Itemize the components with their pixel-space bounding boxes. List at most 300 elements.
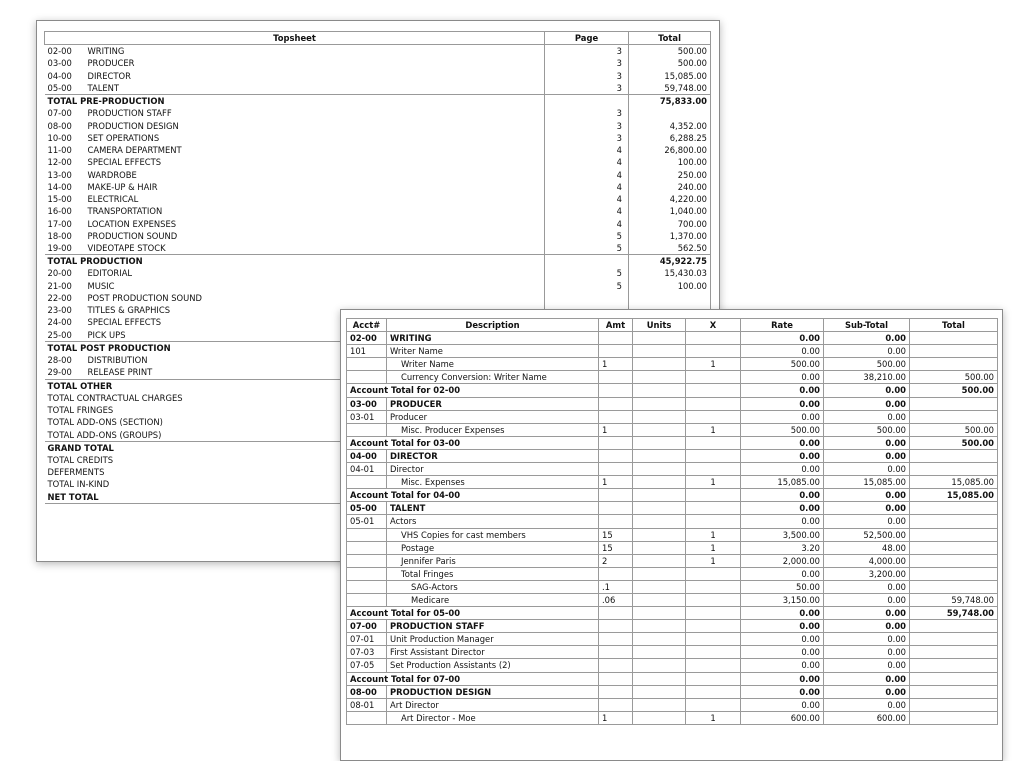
line-item-description: Art Director	[387, 698, 599, 711]
topsheet-account-row	[45, 132, 711, 144]
topsheet-account-row	[45, 181, 711, 193]
section-total-label: DEFERMENTS	[47, 467, 105, 478]
subtotal-cell: 0.00	[824, 410, 910, 423]
account-label: SET OPERATIONS	[87, 132, 160, 143]
topsheet-account-row	[45, 205, 711, 217]
topsheet-account-row	[45, 280, 711, 292]
account-number	[347, 358, 387, 371]
rate-cell: 500.00	[741, 423, 824, 436]
total-cell	[910, 528, 998, 541]
section-total-label: TOTAL IN-KIND	[47, 479, 110, 490]
subtotal-cell: 0.00	[824, 580, 910, 593]
line-item-description: Producer	[387, 410, 599, 423]
total-amount: 15,430.03	[629, 267, 711, 279]
units-cell	[633, 607, 686, 620]
rate-cell: 0.00	[741, 567, 824, 580]
line-item-row	[347, 567, 998, 580]
account-number: 04-00	[347, 449, 387, 462]
amount-cell	[599, 384, 633, 397]
account-total-label: Account Total for 02-00	[347, 384, 599, 397]
x-cell: 1	[686, 476, 741, 489]
page-number: 3	[545, 57, 629, 69]
account-header-row	[347, 449, 998, 462]
page-number: 3	[545, 107, 629, 119]
topsheet-account-row	[45, 156, 711, 168]
amount-cell: 1	[599, 711, 633, 724]
total-amount: 59,748.00	[629, 82, 711, 95]
amount-cell	[599, 515, 633, 528]
units-cell	[633, 515, 686, 528]
subtotal-cell: 0.00	[824, 515, 910, 528]
account-description: PRODUCTION DESIGN	[387, 685, 599, 698]
line-item-description: Misc. Expenses	[387, 476, 599, 489]
account-number	[347, 567, 387, 580]
account-label: DISTRIBUTION	[87, 355, 148, 366]
account-description: DIRECTOR	[387, 449, 599, 462]
topsheet-total-row	[45, 95, 711, 108]
subtotal-cell: 0.00	[824, 384, 910, 397]
line-item-row	[347, 371, 998, 384]
amount-cell	[599, 607, 633, 620]
total-amount: 6,288.25	[629, 132, 711, 144]
account-total-label: Account Total for 04-00	[347, 489, 599, 502]
rate-cell: 50.00	[741, 580, 824, 593]
x-cell: 1	[686, 423, 741, 436]
total-amount: 15,085.00	[629, 70, 711, 82]
subtotal-cell: 500.00	[824, 423, 910, 436]
x-cell	[686, 672, 741, 685]
account-number: 17-00	[47, 218, 72, 229]
rate-cell: 0.00	[741, 515, 824, 528]
x-cell	[686, 489, 741, 502]
account-number	[347, 528, 387, 541]
rate-cell: 0.00	[741, 410, 824, 423]
rate-cell: 3,150.00	[741, 593, 824, 606]
line-item-description: Postage	[387, 541, 599, 554]
topsheet-header-row	[45, 32, 711, 45]
units-cell	[633, 436, 686, 449]
account-number	[347, 554, 387, 567]
page-number	[545, 95, 629, 108]
line-item-row	[347, 593, 998, 606]
line-item-description: Medicare	[387, 593, 599, 606]
units-cell	[633, 672, 686, 685]
rate-cell: 2,000.00	[741, 554, 824, 567]
total-column-header: Total	[629, 32, 711, 45]
page-number: 4	[545, 169, 629, 181]
account-label: SPECIAL EFFECTS	[87, 157, 162, 168]
amount-cell	[599, 502, 633, 515]
amount-cell	[599, 410, 633, 423]
line-item-row	[347, 580, 998, 593]
section-total-label: TOTAL OTHER	[45, 379, 545, 392]
subtotal-cell: 0.00	[824, 345, 910, 358]
amount-cell: 1	[599, 423, 633, 436]
amount-cell	[599, 489, 633, 502]
topsheet-account-row	[45, 107, 711, 119]
section-total-label: TOTAL PRE-PRODUCTION	[45, 95, 545, 108]
account-number: 04-01	[347, 463, 387, 476]
units-cell	[633, 449, 686, 462]
total-amount: 1,040.00	[629, 205, 711, 217]
x-cell	[686, 515, 741, 528]
x-cell	[686, 502, 741, 515]
total-cell	[910, 620, 998, 633]
topsheet-account-row	[45, 82, 711, 95]
amount-cell	[599, 449, 633, 462]
topsheet-account-row	[45, 144, 711, 156]
total-amount: 500.00	[629, 45, 711, 58]
rate-cell: 0.00	[741, 332, 824, 345]
x-cell	[686, 659, 741, 672]
account-number: 04-00	[47, 70, 72, 81]
amount-cell: .1	[599, 580, 633, 593]
rate-cell: 0.00	[741, 449, 824, 462]
units-cell	[633, 423, 686, 436]
units-column-header: Units	[633, 319, 686, 332]
units-cell	[633, 541, 686, 554]
account-number: 02-00	[347, 332, 387, 345]
page-number	[545, 255, 629, 268]
subtotal-cell: 38,210.00	[824, 371, 910, 384]
account-number: 07-05	[347, 659, 387, 672]
total-cell	[910, 397, 998, 410]
account-description: WRITING	[387, 332, 599, 345]
line-item-row	[347, 423, 998, 436]
units-cell	[633, 567, 686, 580]
rate-cell: 0.00	[741, 659, 824, 672]
topsheet-account-row	[45, 57, 711, 69]
total-amount: 1,370.00	[629, 230, 711, 242]
x-cell	[686, 607, 741, 620]
line-item-description: Jennifer Paris	[387, 554, 599, 567]
line-item-description: Unit Production Manager	[387, 633, 599, 646]
total-cell	[910, 633, 998, 646]
account-label: PRODUCER	[87, 58, 135, 69]
line-item-row	[347, 410, 998, 423]
account-number	[347, 371, 387, 384]
total-cell	[910, 541, 998, 554]
rate-cell: 0.00	[741, 607, 824, 620]
account-number: 03-00	[347, 397, 387, 410]
rate-cell: 0.00	[741, 397, 824, 410]
units-cell	[633, 345, 686, 358]
topsheet-account-row	[45, 193, 711, 205]
account-label: PICK UPS	[87, 329, 126, 340]
total-cell	[910, 554, 998, 567]
total-amount: 75,833.00	[629, 95, 711, 108]
account-number: 15-00	[47, 194, 72, 205]
subtotal-cell: 0.00	[824, 489, 910, 502]
x-cell: 1	[686, 528, 741, 541]
units-cell	[633, 332, 686, 345]
account-header-row	[347, 332, 998, 345]
total-cell: 500.00	[910, 436, 998, 449]
subtotal-cell: 0.00	[824, 620, 910, 633]
page-number: 4	[545, 156, 629, 168]
total-cell	[910, 410, 998, 423]
x-cell	[686, 397, 741, 410]
total-amount: 562.50	[629, 242, 711, 255]
account-number	[347, 711, 387, 724]
account-number	[347, 423, 387, 436]
x-cell	[686, 384, 741, 397]
topsheet-account-row	[45, 242, 711, 255]
line-item-description: Currency Conversion: Writer Name	[387, 371, 599, 384]
account-number: 21-00	[47, 280, 72, 291]
total-amount: 250.00	[629, 169, 711, 181]
rate-cell: 0.00	[741, 384, 824, 397]
rate-cell: 0.00	[741, 646, 824, 659]
acct-column-header: Acct#	[347, 319, 387, 332]
total-cell: 15,085.00	[910, 489, 998, 502]
topsheet-total-row	[45, 255, 711, 268]
units-cell	[633, 554, 686, 567]
total-cell	[910, 358, 998, 371]
x-cell	[686, 593, 741, 606]
rate-cell: 0.00	[741, 371, 824, 384]
page-number: 5	[545, 230, 629, 242]
x-cell: 1	[686, 554, 741, 567]
account-number: 03-01	[347, 410, 387, 423]
x-cell	[686, 463, 741, 476]
topsheet-account-row	[45, 169, 711, 181]
account-label: MUSIC	[87, 280, 115, 291]
line-item-description: Misc. Producer Expenses	[387, 423, 599, 436]
account-number: 23-00	[47, 305, 72, 316]
amount-cell: 15	[599, 541, 633, 554]
account-label: TALENT	[87, 82, 120, 93]
page-number: 5	[545, 280, 629, 292]
amount-cell	[599, 397, 633, 410]
units-cell	[633, 633, 686, 646]
account-label: VIDEOTAPE STOCK	[87, 242, 166, 253]
account-description: PRODUCER	[387, 397, 599, 410]
account-number: 11-00	[47, 145, 72, 156]
account-number: 07-03	[347, 646, 387, 659]
page-number: 3	[545, 120, 629, 132]
section-total-label: TOTAL ADD-ONS (GROUPS)	[47, 429, 162, 440]
page-number: 4	[545, 218, 629, 230]
rate-cell: 15,085.00	[741, 476, 824, 489]
amount-cell	[599, 633, 633, 646]
account-number: 28-00	[47, 355, 72, 366]
page-number: 5	[545, 267, 629, 279]
account-header-row	[347, 502, 998, 515]
total-cell	[910, 711, 998, 724]
subtotal-cell: 0.00	[824, 436, 910, 449]
total-cell	[910, 646, 998, 659]
x-cell	[686, 633, 741, 646]
page-number: 4	[545, 181, 629, 193]
account-number: 22-00	[47, 292, 72, 303]
account-number	[347, 580, 387, 593]
amount-cell: 1	[599, 358, 633, 371]
total-cell	[910, 502, 998, 515]
rate-cell: 0.00	[741, 685, 824, 698]
total-amount: 100.00	[629, 156, 711, 168]
line-item-row	[347, 646, 998, 659]
account-number: 19-00	[47, 242, 72, 253]
line-item-description: Writer Name	[387, 358, 599, 371]
section-total-label: TOTAL CREDITS	[47, 454, 114, 465]
subtotal-cell: 0.00	[824, 449, 910, 462]
page-number: 3	[545, 70, 629, 82]
units-cell	[633, 646, 686, 659]
section-total-label: TOTAL POST PRODUCTION	[45, 341, 545, 354]
rate-cell: 0.00	[741, 698, 824, 711]
topsheet-account-row	[45, 45, 711, 58]
x-cell	[686, 410, 741, 423]
topsheet-account-row	[45, 292, 711, 304]
subtotal-cell: 0.00	[824, 685, 910, 698]
total-amount: 4,352.00	[629, 120, 711, 132]
account-label: WRITING	[87, 46, 125, 57]
line-item-row	[347, 698, 998, 711]
subtotal-cell: 600.00	[824, 711, 910, 724]
account-number: 24-00	[47, 317, 72, 328]
account-label: PRODUCTION DESIGN	[87, 120, 179, 131]
account-label: DIRECTOR	[87, 70, 131, 81]
account-detail-page	[340, 309, 1003, 761]
units-cell	[633, 593, 686, 606]
rate-cell: 0.00	[741, 489, 824, 502]
subtotal-cell: 52,500.00	[824, 528, 910, 541]
line-item-description: Writer Name	[387, 345, 599, 358]
amount-cell	[599, 685, 633, 698]
account-number: 07-00	[347, 620, 387, 633]
units-cell	[633, 371, 686, 384]
subtotal-cell: 0.00	[824, 646, 910, 659]
total-cell	[910, 449, 998, 462]
rate-cell: 3,500.00	[741, 528, 824, 541]
total-cell	[910, 463, 998, 476]
line-item-row	[347, 358, 998, 371]
amount-cell	[599, 463, 633, 476]
rate-cell: 0.00	[741, 463, 824, 476]
total-cell: 59,748.00	[910, 607, 998, 620]
total-cell: 500.00	[910, 371, 998, 384]
amount-cell: 1	[599, 476, 633, 489]
total-amount: 45,922.75	[629, 255, 711, 268]
amount-cell	[599, 672, 633, 685]
account-header-row	[347, 685, 998, 698]
account-label: LOCATION EXPENSES	[87, 218, 177, 229]
account-total-label: Account Total for 07-00	[347, 672, 599, 685]
total-cell: 59,748.00	[910, 593, 998, 606]
account-label: ELECTRICAL	[87, 194, 139, 205]
topsheet-account-row	[45, 230, 711, 242]
account-total-row	[347, 436, 998, 449]
amount-cell	[599, 345, 633, 358]
account-label: RELEASE PRINT	[87, 367, 153, 378]
account-label: PRODUCTION SOUND	[87, 230, 178, 241]
total-cell	[910, 685, 998, 698]
account-description: TALENT	[387, 502, 599, 515]
total-cell	[910, 567, 998, 580]
subtotal-cell: 0.00	[824, 397, 910, 410]
account-number: 14-00	[47, 181, 72, 192]
line-item-description: SAG-Actors	[387, 580, 599, 593]
account-number: 20-00	[47, 268, 72, 279]
units-cell	[633, 685, 686, 698]
total-cell: 500.00	[910, 423, 998, 436]
section-total-label: TOTAL ADD-ONS (SECTION)	[47, 417, 163, 428]
account-label: MAKE-UP & HAIR	[87, 181, 158, 192]
amount-cell	[599, 620, 633, 633]
units-cell	[633, 397, 686, 410]
line-item-description: First Assistant Director	[387, 646, 599, 659]
account-detail-table	[346, 318, 998, 725]
section-total-label: NET TOTAL	[45, 491, 545, 504]
x-cell	[686, 449, 741, 462]
line-item-description: Set Production Assistants (2)	[387, 659, 599, 672]
account-number: 05-00	[347, 502, 387, 515]
account-label: POST PRODUCTION SOUND	[87, 292, 202, 303]
account-number: 08-00	[47, 120, 72, 131]
rate-cell: 500.00	[741, 358, 824, 371]
x-cell	[686, 332, 741, 345]
total-cell: 15,085.00	[910, 476, 998, 489]
total-cell	[910, 332, 998, 345]
x-cell	[686, 345, 741, 358]
account-number: 18-00	[47, 230, 72, 241]
x-cell	[686, 646, 741, 659]
rate-cell: 600.00	[741, 711, 824, 724]
account-total-row	[347, 489, 998, 502]
rate-cell: 0.00	[741, 620, 824, 633]
total-amount: 100.00	[629, 280, 711, 292]
subtotal-cell: 0.00	[824, 502, 910, 515]
line-item-description: Art Director - Moe	[387, 711, 599, 724]
account-label: CAMERA DEPARTMENT	[87, 145, 182, 156]
amount-cell: 2	[599, 554, 633, 567]
subtotal-cell: 0.00	[824, 593, 910, 606]
line-item-row	[347, 711, 998, 724]
units-cell	[633, 528, 686, 541]
total-amount: 500.00	[629, 57, 711, 69]
account-number: 13-00	[47, 169, 72, 180]
account-number: 08-01	[347, 698, 387, 711]
units-cell	[633, 659, 686, 672]
line-item-row	[347, 515, 998, 528]
line-item-row	[347, 528, 998, 541]
line-item-row	[347, 345, 998, 358]
subtotal-cell: 0.00	[824, 633, 910, 646]
total-cell	[910, 672, 998, 685]
x-cell: 1	[686, 711, 741, 724]
amount-cell: .06	[599, 593, 633, 606]
page-number: 5	[545, 242, 629, 255]
section-total-label: TOTAL CONTRACTUAL CHARGES	[47, 392, 183, 403]
amount-cell	[599, 436, 633, 449]
rate-column-header: Rate	[741, 319, 824, 332]
x-cell	[686, 371, 741, 384]
total-cell	[910, 515, 998, 528]
rate-cell: 3.20	[741, 541, 824, 554]
x-cell: 1	[686, 358, 741, 371]
subtotal-cell: 0.00	[824, 659, 910, 672]
account-number: 07-00	[47, 108, 72, 119]
total-amount: 4,220.00	[629, 193, 711, 205]
subtotal-cell: 3,200.00	[824, 567, 910, 580]
account-number: 29-00	[47, 367, 72, 378]
x-cell: 1	[686, 541, 741, 554]
description-column-header: Description	[387, 319, 599, 332]
line-item-description: Director	[387, 463, 599, 476]
topsheet-account-row	[45, 120, 711, 132]
page-number: 3	[545, 132, 629, 144]
